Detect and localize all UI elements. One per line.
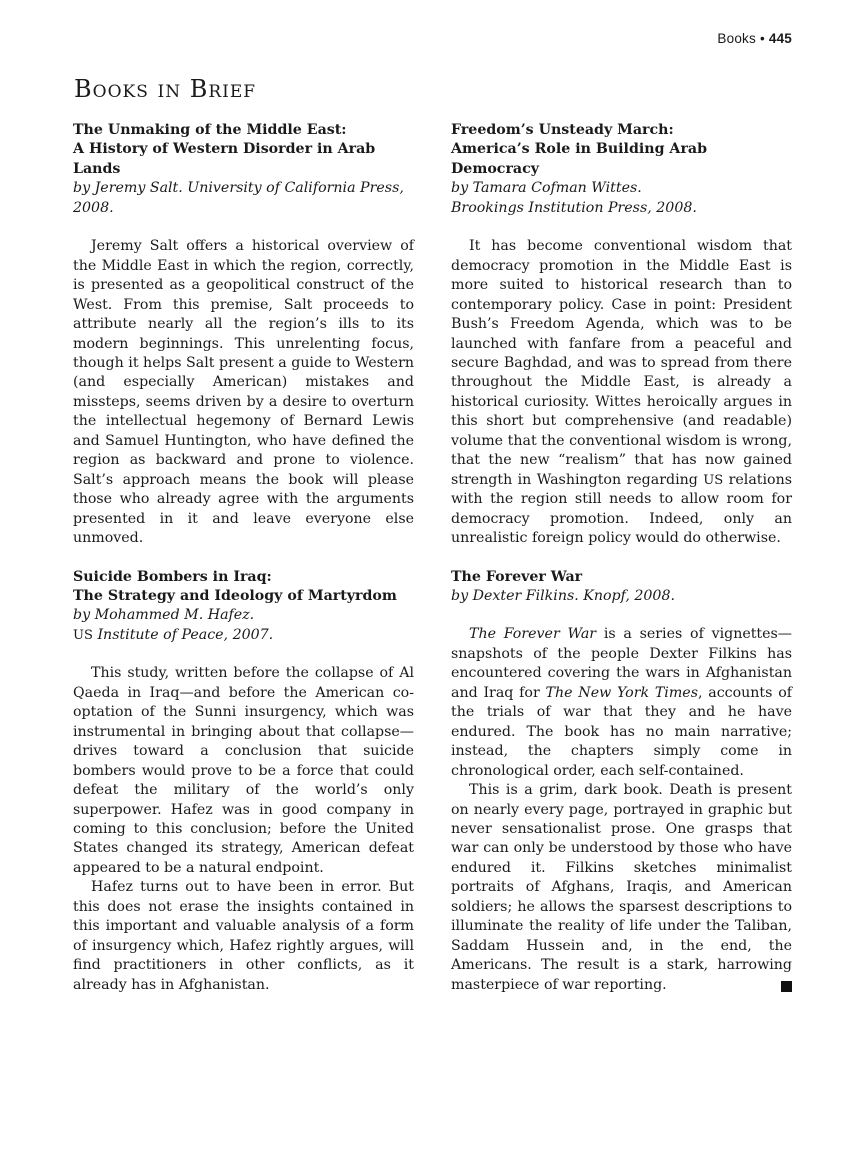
book-byline: by Jeremy Salt. University of California Press, 2008. bbox=[73, 180, 404, 216]
book-title-line: The Strategy and Ideology of Martyrdom bbox=[73, 587, 397, 604]
review-forever-war bbox=[451, 568, 792, 996]
book-byline: Brookings Institution Press, 2008. bbox=[451, 199, 697, 216]
paragraph-text: relations with the region still needs to allow room for democracy promotion. Indeed, only an unrealistic foreign policy would do otherwise. bbox=[451, 471, 792, 547]
review-body bbox=[451, 237, 792, 548]
book-byline: by Tamara Cofman Wittes. bbox=[451, 180, 642, 197]
running-head bbox=[717, 31, 792, 46]
review-freedoms-unsteady-march bbox=[451, 121, 792, 549]
review-paragraph: This study, written before the collapse of Al Qaeda in Iraq—and before the American co-optation of the Sunni insurgency, which was instrumental in bringing about that collapse—drives toward a conclusion that suicide bombers would prove to be a force that could defeat the military of the world’s only superpower. Hafez was in good company in coming to this conclusion; before the United States changed its strategy, American defeat appeared to be a natural endpoint. bbox=[73, 665, 414, 876]
book-title-line: America’s Role in Building Arab Democracy bbox=[451, 141, 708, 177]
right-column bbox=[451, 121, 792, 1014]
book-title-line: Freedom’s Unsteady March: bbox=[451, 122, 674, 138]
end-of-article-square-icon bbox=[781, 981, 792, 992]
paragraph-text: , accounts of the trials of war that they and he have endured. The book has no main narrative; instead, the chapters simply come in chronological order, each self-contained. bbox=[451, 684, 792, 779]
book-byline-publisher bbox=[73, 626, 414, 645]
review-paragraph bbox=[451, 625, 792, 781]
publisher-text: Institute of Peace, 2007. bbox=[92, 626, 274, 643]
running-head-section: Books bbox=[717, 31, 756, 46]
review-paragraph bbox=[451, 781, 792, 995]
section-title: Books in Brief bbox=[74, 75, 257, 103]
review-body bbox=[451, 625, 792, 995]
paragraph-text: It has become conventional wisdom that democracy promotion in the Middle East is more suited to historical research than to contemporary policy. Case in point: President Bush’s Freedom Agenda, which was to be launched with fanfare from a peaceful and secure Baghdad, and was to spread from there throughout the Middle East, is already a historical curiosity. Wittes heroically argues in this short but comprehensive (and readable) volume that the conventional wisdom is wrong, that the new “realism” that has now gained strength in Washington regarding bbox=[451, 238, 792, 488]
left-column bbox=[73, 121, 414, 1014]
paragraph-text: This is a grim, dark book. Death is present on nearly every page, portrayed in graphic but never sensationalist prose. One grasps that war can only be understood by those who have endured it. Filkins sketches minimalist portraits of Afghans, Iraqis, and American soldiers; he allows the sparsest descriptions to illuminate the reality of life under the Taliban, Saddam Hussein and, in the end, the Americans. The result is a stark, harrowing masterpiece of war reporting. bbox=[451, 782, 792, 993]
paragraph-text: is a series of vignettes—snapshots of the people Dexter Filkins has encountered covering the wars in Afghanistan and Iraq for bbox=[451, 626, 792, 701]
book-title-line: The Forever War bbox=[451, 568, 583, 585]
book-title-line: A History of Western Disorder in Arab Lands bbox=[73, 141, 376, 177]
review-body bbox=[73, 237, 414, 548]
page-number: 445 bbox=[768, 31, 792, 46]
review-paragraph: Jeremy Salt offers a historical overview of the Middle East in which the region, correctly, is presented as a geopolitical construct of the West. From this premise, Salt proceeds to attribute nearly all the region’s ills to its modern beginnings. This unrelenting focus, though it helps Salt present a guide to Western (and especially American) mistakes and missteps, seems driven by a desire to overturn the intellectual hegemony of Bernard Lewis and Samuel Huntington, who have defined the region as backward and prone to violence. Salt’s approach means the book will please those who already agree with the arguments presented in it and leave everyone else unmoved. bbox=[73, 238, 414, 547]
running-head-bullet: • bbox=[759, 31, 765, 46]
us-abbrev: US bbox=[73, 627, 93, 643]
review-body bbox=[73, 664, 414, 995]
book-byline: by Mohammed M. Hafez. bbox=[73, 607, 255, 624]
book-title-line: Suicide Bombers in Iraq: bbox=[73, 568, 272, 585]
review-suicide-bombers bbox=[73, 568, 414, 996]
review-paragraph bbox=[451, 237, 792, 548]
book-title-line: The Unmaking of the Middle East: bbox=[73, 122, 347, 138]
book-byline: by Dexter Filkins. Knopf, 2008. bbox=[451, 587, 675, 604]
review-unmaking-middle-east bbox=[73, 121, 414, 549]
newspaper-title-italic: The New York Times bbox=[545, 684, 698, 701]
book-title-italic: The Forever War bbox=[469, 626, 597, 643]
review-paragraph: Hafez turns out to have been in error. But this does not erase the insights contained in this important and valuable analysis of a form of insurgency which, Hafez rightly argues, will find practitioners in other conflicts, as it already has in Afghanistan. bbox=[73, 879, 414, 993]
us-abbrev: US bbox=[703, 472, 724, 488]
